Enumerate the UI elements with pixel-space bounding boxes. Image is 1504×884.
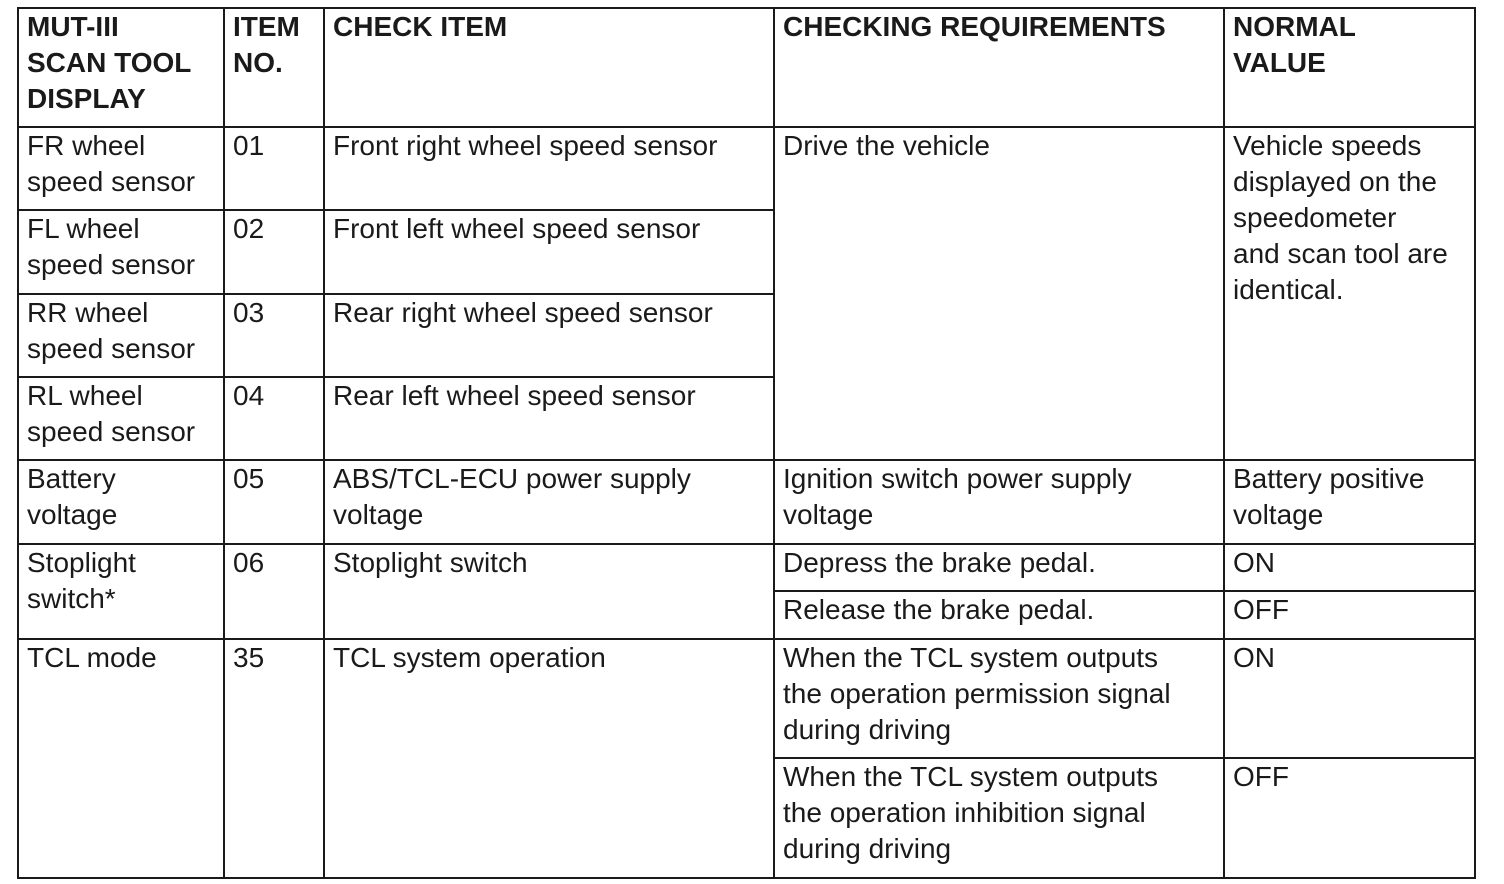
header-item-no: ITEM NO. bbox=[224, 8, 324, 127]
cell-display: Stoplight switch* bbox=[18, 544, 224, 639]
cell-normal-value: OFF bbox=[1224, 591, 1475, 639]
cell-item-no: 03 bbox=[224, 294, 324, 377]
cell-check-item: Stoplight switch bbox=[324, 544, 774, 639]
cell-display: FR wheel speed sensor bbox=[18, 127, 224, 210]
cell-item-no: 04 bbox=[224, 377, 324, 460]
cell-display: RR wheel speed sensor bbox=[18, 294, 224, 377]
cell-check-item: ABS/TCL-ECU power supply voltage bbox=[324, 460, 774, 544]
table-row bbox=[18, 460, 1475, 544]
cell-requirements: Drive the vehicle bbox=[774, 127, 1224, 460]
header-checking-requirements: CHECKING REQUIREMENTS bbox=[774, 8, 1224, 127]
cell-display: FL wheel speed sensor bbox=[18, 210, 224, 294]
cell-normal-value: OFF bbox=[1224, 758, 1475, 878]
cell-check-item: Front left wheel speed sensor bbox=[324, 210, 774, 294]
cell-normal-value: ON bbox=[1224, 544, 1475, 591]
cell-requirements: When the TCL system outputs the operation inhibition signal during driving bbox=[774, 758, 1224, 878]
table-row bbox=[18, 127, 1475, 210]
table-row bbox=[18, 544, 1475, 591]
table-header-row bbox=[18, 8, 1475, 127]
header-scan-tool-display: MUT-III SCAN TOOL DISPLAY bbox=[18, 8, 224, 127]
cell-check-item: TCL system operation bbox=[324, 639, 774, 878]
cell-requirements: Ignition switch power supply voltage bbox=[774, 460, 1224, 544]
cell-item-no: 02 bbox=[224, 210, 324, 294]
cell-display: Battery voltage bbox=[18, 460, 224, 544]
cell-check-item: Rear left wheel speed sensor bbox=[324, 377, 774, 460]
cell-check-item: Front right wheel speed sensor bbox=[324, 127, 774, 210]
cell-requirements: Depress the brake pedal. bbox=[774, 544, 1224, 591]
cell-requirements: When the TCL system outputs the operation permission signal during driving bbox=[774, 639, 1224, 758]
cell-item-no: 06 bbox=[224, 544, 324, 639]
header-check-item: CHECK ITEM bbox=[324, 8, 774, 127]
cell-item-no: 35 bbox=[224, 639, 324, 878]
cell-check-item: Rear right wheel speed sensor bbox=[324, 294, 774, 377]
cell-normal-value: Vehicle speeds displayed on the speedometer and scan tool are identical. bbox=[1224, 127, 1475, 460]
table-row bbox=[18, 639, 1475, 758]
data-list-table bbox=[17, 7, 1476, 879]
cell-normal-value: Battery positive voltage bbox=[1224, 460, 1475, 544]
cell-display: RL wheel speed sensor bbox=[18, 377, 224, 460]
cell-item-no: 05 bbox=[224, 460, 324, 544]
cell-display: TCL mode bbox=[18, 639, 224, 878]
header-normal-value: NORMAL VALUE bbox=[1224, 8, 1475, 127]
cell-normal-value: ON bbox=[1224, 639, 1475, 758]
cell-requirements: Release the brake pedal. bbox=[774, 591, 1224, 639]
cell-item-no: 01 bbox=[224, 127, 324, 210]
